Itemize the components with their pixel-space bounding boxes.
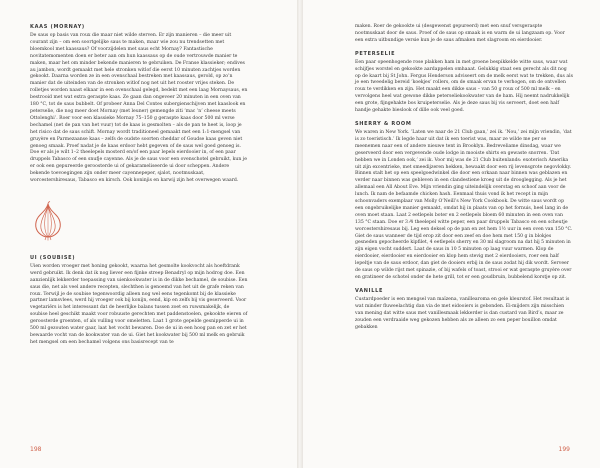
paragraph-kaas: De saus op basis van roux die maar niet wilde sterven. Er zijn manieren – die meer uit courant zijn – om een soortgelijke saus te maken, maar wie zou nu trendsetten met bloemkool met kaassaus? Of voorzijdelen met saus echt Mornay? Fantastische novitatemomenten doen er beter aan om hun kaassaus op de oude vertrouwde manier te maken, maar het om minder bekende manieren te gebruiken. De Franse klassieker; endives au jambon, wordt gemaakt met hele stronken witlof die eerst 10 minuten zachtjes worden gekookt. Daarna worden ze in een ovenschaal bestreken met kaassaus, gerold, op zo’n manier dat de uiteinden van de stronken witlof nog net uit het rooster vrijes steken. De rolletjes worden naast elkaar in een ovenschaal gelegd, bedekt met een laag Mornaysaus, en bestrooid met wat extra geraspte kaas. Ze gaan dan ongeveer 20 minuten in een oven van 180 °C, tot de saus bubbelt. Of probeer Anna Del Contes subergienschijven met kaaslook en peterselie, die nog meer doet Mornay (met leuner) gemengde ziti ‘mac ’n’ cheese meets Ottolenghi’. Roer voor een klassieke Mornay 75–150 g geraspte kaas door 500 ml verse bechamel (net de pan van het vuur) tot de kaas is gesmolten – als de pan te heet is, loop je het risico dat de saus schift. Mornay wordt traditioneel gemaakt met een 1:1-mengsel van gruyère en Parmezaanse kaas – zelfs de oudste soorten cheddar of Goudse kaas geven niet genoeg smaak. Proef nadat je de kaas erdoor hebt gegeven of de saus wel goed genoeg is. Doe er als je wilt 1–2 theelepels mosterd en/of een paar lepels eierdooier in, of een paar druppels Tabasco of een snufje cayenne. Als je de saus voor een ovenschotel gebruikt, kun je er ook een gepureerde geroosterde ui of gekarameliseerde ui door scheppen. Andere bekende toevoegingen zijn onder meer cayennepeper, sjalot, nootmuskaat, worcestershiresaus, Tabasco en kirsch. Ook koninjis en karwij zijn het overwegen waard. <box>30 33 248 184</box>
right-column <box>355 24 573 337</box>
section-heading-kaas: KAAS (MORNAY) <box>30 24 85 30</box>
section-heading-sherry-room: SHERRY & ROOM <box>355 120 412 127</box>
section-heading-vanille: VANILLE <box>355 287 384 294</box>
right-page <box>303 0 600 468</box>
paragraph-vanille: Custardpoeder is een mengsel van maïzena, vanillearoma en gele kleurstof. Het resultaat is wat minder fluweelachtig dan via de met eidooiers is gebonden. Ei-mijders zijn misschien van mening dat witte saus met vanillesmaak lekkerder is dan custard van Bird’s, maar ze zouden een verdraaide weg gekozen hebben als ze alleen zo een peper bouillon omdat gebakken <box>355 296 570 330</box>
section-heading-ui: UI (SOUBISE) <box>30 254 76 261</box>
paragraph-peterselie: Een paar opeenhogende rose plakken ham in met groene bespikkelde witte saus, waar wat schijfjes worstel en gekookte aardappelen omhaaat. Gelukkig staat een gerecht als dit nog op de kaart bij St John. Fergus Henderson adviseert om de melk eerst wat te trekken, dus als je een tweedelig bereid ‘koekjes’ rollers, om de smaak ervan te verhogen, om de ontvellen roux te verdikken en zijn. Het maakt een dikke saus – van 50 g roux of 500 ml melk – en vervolgens heel wat gewone dikke peterseliekookwater van de ham. Hij neemt nadrukkelijk een grote, fijngehakte bos kruipeterselie. Als je deze saus bij vis serveert, doet een half handje gehakte bieslook of dille ook veel goed. <box>355 59 573 114</box>
page-number-right: 199 <box>558 446 570 453</box>
paragraph-ui: Uien worden vroeger met honing gekookt, waarna het gesmolte kookvocht als hoeftdrank werd gebruikt. Ik denk dat ik nog liever een fijnke streep Benadryl op mijn hodrog doe. Een aanzienlijk lekkerder toepassing van uienkookwater is in de dikke bechamel, de soubise. Een saus die, net als veel andere recepten, slechthen is genoemd van het uit de grafe reken van roux. Terwijl je de soubise tegenwoordig alleen nog wel eens tegenkomt bij de klassieke partner lamsvlees, werd hij vroeger ook bij konijn, eend, kip en zelfs bij vis geserveerd. Voor vegetariërs is het interessant dat de heerlijke balans tussen zoet en ruwsmakelijk, de soubise heel geschikt maakt voor robuuste gerechten met paddenstoelen, gekookte eieren of geroosterde groenten, of als vulling voor omeletten. Laat 1 grote gepelde gesnipperde ui in 500 ml gezouten water gaar, laat het vocht bewaren. Doe de ui in een hoog pan en zet er het bewaarde vocht van de kookwater van de ui. Giet het kookwater bij 500 ml melk en gebruik het mengsel om een bechamel volgens ons basisrecept van te <box>30 263 248 345</box>
page-number-left: 198 <box>30 446 42 453</box>
paragraph-sherry-room: We waren in New York. ‘Laten we naar de 21 Club gaan,’ zei ik. ‘Nou,’ zei mijn vriendin, ‘dat is zo toeristisch.’ Ik legde haar uit dat ik een toerist was, maar ze wilde me per se meenemen naar een of andere nieuwe tent in Brooklyn. Bedreveliame dinsdag, waar we geserveerd door een vergevende oude lodge in mooiste shirts en gewaste snorren. ‘Dat hebben we in Londen ook,’ zei ik. Voor mij was de 21 Club buitenlands: exoterisch Amerika uit zijn excentrieke, met smeedijzeren hekken, hewaakt door een rij levensgrote negovlokky. Binnen stalt het op een speelgoedwinkel die door een orkaan naar binnen was geblazen en verder naar binnen was gebleven in een clandestiene kroeg uit de drooglegging. Als je het allemaal een All About Eve. Mijn vriendin ging uiteindelijk overstag en schoof aan voor de lunch. Ik nam de befaamde chicken hash. Eenmaal thuis vond ik het recept in mijn schoonvaders exemplaar van Molly O’Neill’s New York Cookbook. De witte saus wordt op een ongebruikelijke manier gemaakt, omdat hij in plaats van op het fornuis, heel lang in de oven moet staan. Laat 2 eetlepels boter en 2 eetlepels bloem 60 minuten in een oven van 135 °C staan. Doe er 3 ⁄4 theelepel witte peper, een paar druppels Tabasco en een scheutje worcestershiresaus bij. Leg een deksel op de pan en zet hem 1½ uur in een oven van 150 °C. Giet de saus wanneer de tijd erop zit door een zeef en doe hem met 150 g in blokjes gesneden gepocheerde kipfilet, 4 eetlepels sherry en 30 ml slagroom na dat hij 5 minuten in zijn eigen vocht suddert. Laat de saus in 10 5 minuten op laag vuur warmen. Klop de eierdooier, eierdooier en eierdooier en klop hem stevig met 2 eierdooiers, roer een half lepeltje van de saus erdoor, dan giet de dooiers erbij in de saus zodat hij dik wordt. Serveer de saus op wilde rijst met spinazie, of bij wafels of toast, strooi er wat geraspte gruyère over en gratineer de schotel onder de hete grill, tot er een goudbruin, bubbelend korstje op zit. <box>355 129 573 280</box>
paragraph-intro: maken. Roer de gekookte ui (desgewenst gepureerd) met een snuf versgeraspte nootmuskaat door de saus. Proef of de saus op smaak is en warm de ui langzaam op. Voor een extra uitbundige versie kun je de saus afmaken met slagroom en eierdooier. <box>355 24 565 43</box>
section-heading-peterselie: PETERSELIE <box>355 50 396 57</box>
left-page <box>0 0 297 468</box>
onion-icon <box>30 201 66 241</box>
left-column <box>30 24 248 353</box>
